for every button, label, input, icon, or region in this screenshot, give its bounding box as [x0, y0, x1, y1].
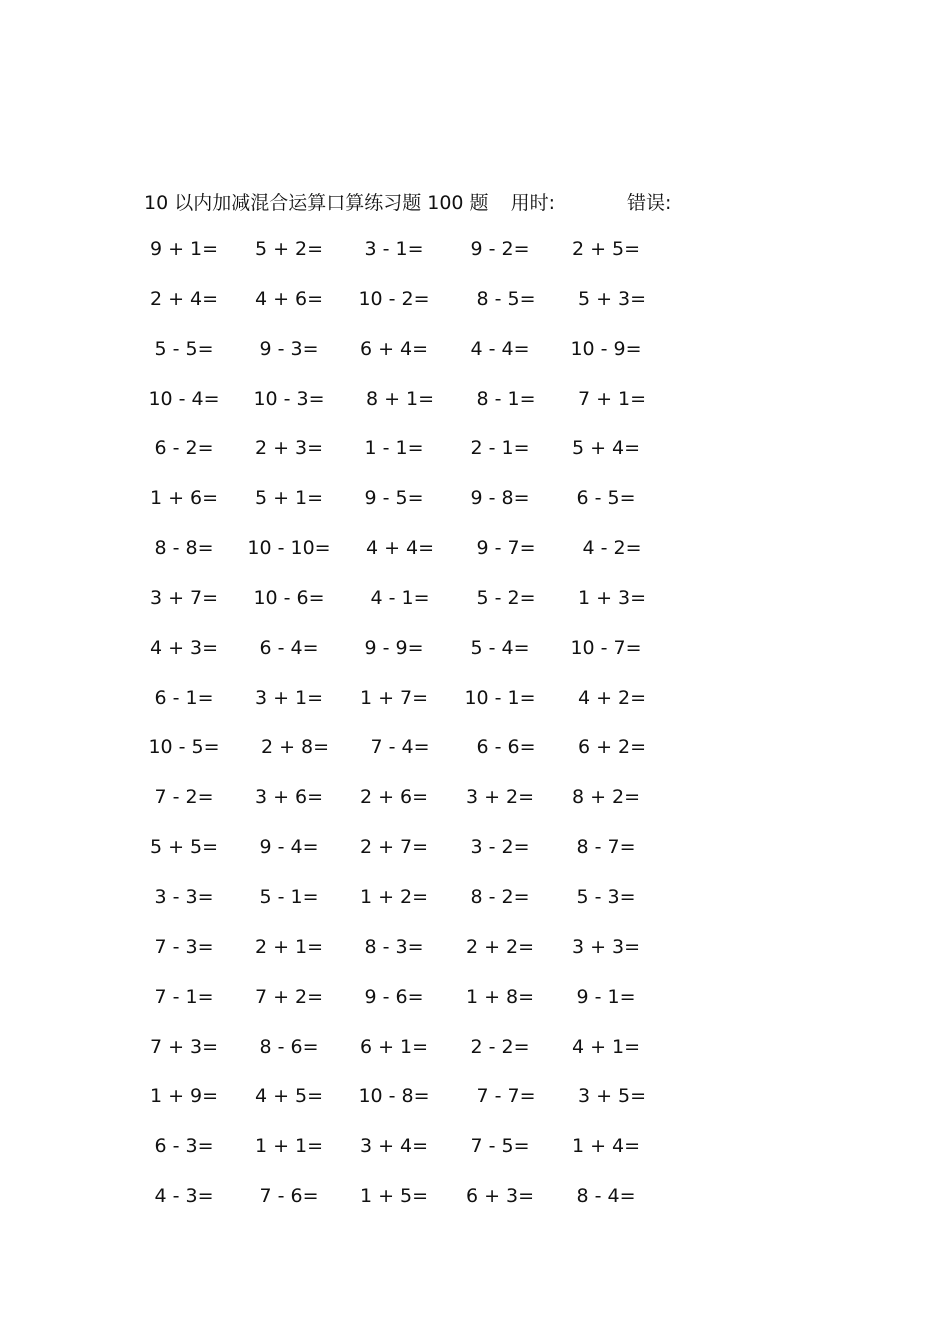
arithmetic-problem: 4 + 4=	[365, 537, 435, 560]
problem-row	[0, 684, 950, 734]
arithmetic-problem: 5 - 5=	[154, 337, 214, 360]
errors-label: 错误:	[626, 191, 672, 214]
arithmetic-problem: 4 + 6=	[254, 287, 324, 310]
arithmetic-problem: 2 + 8=	[260, 736, 330, 759]
arithmetic-problem: 7 - 2=	[154, 786, 214, 809]
problem-row	[0, 235, 950, 285]
arithmetic-problem: 10 - 8=	[358, 1085, 430, 1108]
arithmetic-problem: 3 + 4=	[359, 1135, 429, 1158]
arithmetic-problem: 6 + 4=	[359, 337, 429, 360]
arithmetic-problem: 10 - 3=	[253, 387, 325, 410]
arithmetic-problem: 2 + 2=	[465, 935, 535, 958]
arithmetic-problem: 1 - 1=	[364, 437, 424, 460]
arithmetic-problem: 7 - 3=	[154, 935, 214, 958]
arithmetic-problem: 4 - 2=	[582, 537, 642, 560]
arithmetic-problem: 6 + 3=	[465, 1185, 535, 1208]
arithmetic-problem: 6 - 3=	[154, 1135, 214, 1158]
arithmetic-problem: 2 - 2=	[470, 1035, 530, 1058]
arithmetic-problem: 8 - 2=	[470, 885, 530, 908]
arithmetic-problem: 5 + 1=	[254, 487, 324, 510]
arithmetic-problem: 1 + 1=	[254, 1135, 324, 1158]
problem-row	[0, 285, 950, 335]
arithmetic-problem: 3 - 2=	[470, 836, 530, 859]
arithmetic-problem: 4 + 2=	[577, 686, 647, 709]
arithmetic-problem: 10 - 4=	[148, 387, 220, 410]
problem-row	[0, 1033, 950, 1083]
arithmetic-problem: 8 - 1=	[476, 387, 536, 410]
arithmetic-problem: 4 - 4=	[470, 337, 530, 360]
arithmetic-problem: 5 - 3=	[576, 885, 636, 908]
arithmetic-problem: 8 - 5=	[476, 287, 536, 310]
arithmetic-problem: 3 - 3=	[154, 885, 214, 908]
arithmetic-problem: 5 + 2=	[254, 238, 324, 260]
arithmetic-problem: 3 + 5=	[577, 1085, 647, 1108]
arithmetic-problem: 2 + 3=	[254, 437, 324, 460]
arithmetic-problem: 5 - 1=	[259, 885, 319, 908]
arithmetic-problem: 7 - 7=	[476, 1085, 536, 1108]
arithmetic-problem: 2 + 1=	[254, 935, 324, 958]
problem-row	[0, 534, 950, 584]
problem-row	[0, 933, 950, 983]
problem-row	[0, 1082, 950, 1132]
arithmetic-problem: 5 - 4=	[470, 636, 530, 659]
problem-row	[0, 1132, 950, 1182]
arithmetic-problem: 8 - 3=	[364, 935, 424, 958]
problem-row	[0, 335, 950, 385]
arithmetic-problem: 7 + 2=	[254, 985, 324, 1008]
arithmetic-problem: 5 - 2=	[476, 586, 536, 609]
arithmetic-problem: 6 - 6=	[476, 736, 536, 759]
arithmetic-problem: 3 + 6=	[254, 786, 324, 809]
arithmetic-problem: 5 + 5=	[149, 836, 219, 859]
problem-row	[0, 584, 950, 634]
worksheet-header	[144, 186, 671, 216]
arithmetic-problem: 2 + 7=	[359, 836, 429, 859]
arithmetic-problem: 1 + 9=	[149, 1085, 219, 1108]
arithmetic-problem: 8 - 8=	[154, 537, 214, 560]
arithmetic-problem: 7 - 5=	[470, 1135, 530, 1158]
problem-row	[0, 434, 950, 484]
arithmetic-problem: 10 - 2=	[358, 287, 430, 310]
arithmetic-problem: 1 + 5=	[359, 1185, 429, 1208]
arithmetic-problem: 9 - 8=	[470, 487, 530, 510]
arithmetic-problem: 6 - 5=	[576, 487, 636, 510]
problem-row	[0, 385, 950, 435]
problem-row	[0, 634, 950, 684]
arithmetic-problem: 10 - 5=	[148, 736, 220, 759]
arithmetic-problem: 2 + 6=	[359, 786, 429, 809]
arithmetic-problem: 5 + 4=	[571, 437, 641, 460]
arithmetic-problem: 4 + 5=	[254, 1085, 324, 1108]
problem-row	[0, 1182, 950, 1232]
arithmetic-problem: 1 + 8=	[465, 985, 535, 1008]
arithmetic-problem: 3 + 7=	[149, 586, 219, 609]
arithmetic-problem: 2 + 4=	[149, 287, 219, 310]
worksheet-title: 10 以内加减混合运算口算练习题 100 题	[144, 191, 489, 214]
arithmetic-problem: 9 - 3=	[259, 337, 319, 360]
arithmetic-problem: 9 - 6=	[364, 985, 424, 1008]
arithmetic-problem: 4 + 1=	[571, 1035, 641, 1058]
arithmetic-problem: 1 + 4=	[571, 1135, 641, 1158]
arithmetic-problem: 4 + 3=	[149, 636, 219, 659]
problem-row	[0, 983, 950, 1033]
arithmetic-problem: 1 + 7=	[359, 686, 429, 709]
problem-row	[0, 833, 950, 883]
problem-grid	[0, 235, 950, 1232]
arithmetic-problem: 9 - 1=	[576, 985, 636, 1008]
arithmetic-problem: 7 - 1=	[154, 985, 214, 1008]
problem-row	[0, 733, 950, 783]
arithmetic-problem: 1 + 3=	[577, 586, 647, 609]
arithmetic-problem: 3 - 1=	[364, 238, 424, 260]
arithmetic-problem: 9 - 5=	[364, 487, 424, 510]
arithmetic-problem: 9 - 4=	[259, 836, 319, 859]
arithmetic-problem: 10 - 9=	[570, 337, 642, 360]
arithmetic-problem: 3 + 1=	[254, 686, 324, 709]
arithmetic-problem: 8 - 6=	[259, 1035, 319, 1058]
arithmetic-problem: 10 - 1=	[464, 686, 536, 709]
arithmetic-problem: 8 - 7=	[576, 836, 636, 859]
arithmetic-problem: 5 + 3=	[577, 287, 647, 310]
arithmetic-problem: 10 - 6=	[253, 586, 325, 609]
arithmetic-problem: 1 + 6=	[149, 487, 219, 510]
arithmetic-problem: 9 + 1=	[149, 238, 219, 260]
arithmetic-problem: 7 + 3=	[149, 1035, 219, 1058]
arithmetic-problem: 10 - 7=	[570, 636, 642, 659]
arithmetic-problem: 2 - 1=	[470, 437, 530, 460]
time-used-label: 用时:	[510, 191, 555, 214]
problem-row	[0, 484, 950, 534]
arithmetic-problem: 6 - 1=	[154, 686, 214, 709]
arithmetic-problem: 8 + 2=	[571, 786, 641, 809]
arithmetic-problem: 6 + 2=	[577, 736, 647, 759]
arithmetic-problem: 1 + 2=	[359, 885, 429, 908]
arithmetic-problem: 4 - 1=	[370, 586, 430, 609]
arithmetic-problem: 10 - 10=	[247, 537, 331, 560]
arithmetic-problem: 4 - 3=	[154, 1185, 214, 1208]
problem-row	[0, 883, 950, 933]
arithmetic-problem: 9 - 9=	[364, 636, 424, 659]
arithmetic-problem: 6 - 2=	[154, 437, 214, 460]
arithmetic-problem: 7 - 6=	[259, 1185, 319, 1208]
problem-row	[0, 783, 950, 833]
arithmetic-problem: 6 - 4=	[259, 636, 319, 659]
arithmetic-problem: 6 + 1=	[359, 1035, 429, 1058]
arithmetic-problem: 3 + 2=	[465, 786, 535, 809]
arithmetic-problem: 9 - 2=	[470, 238, 530, 260]
arithmetic-problem: 9 - 7=	[476, 537, 536, 560]
arithmetic-problem: 7 + 1=	[577, 387, 647, 410]
arithmetic-problem: 7 - 4=	[370, 736, 430, 759]
arithmetic-problem: 8 + 1=	[365, 387, 435, 410]
arithmetic-problem: 3 + 3=	[571, 935, 641, 958]
arithmetic-problem: 8 - 4=	[576, 1185, 636, 1208]
arithmetic-problem: 2 + 5=	[571, 238, 641, 260]
